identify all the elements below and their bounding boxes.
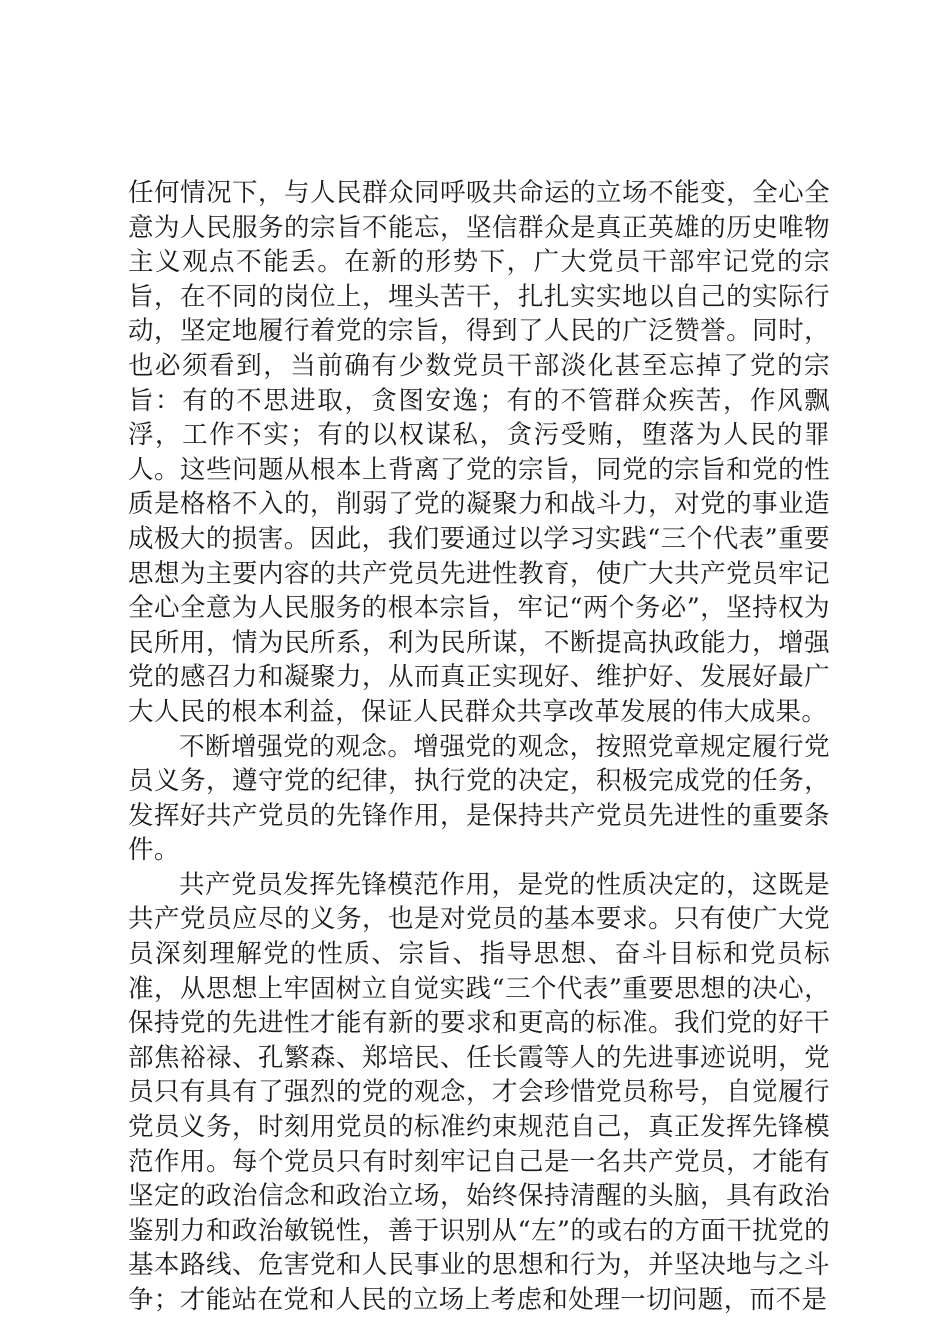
paragraph-vanguard-role: 共产党员发挥先锋模范作用，是党的性质决定的，这既是共产党员应尽的义务，也是对党员的基本要求。只有使广大党员深刻理解党的性质、宗旨、指导思想、奋斗目标和党员标准，从思想上牢固树立自觉实践“三个代表”重要思想的决心，保持党的先进性才能有新的要求和更高的标准。我们党的好干部焦裕禄、孔繁森、郑培民、任长霞等人的先进事迹说明，党员只有具有了强烈的党的观念，才会珍惜党员称号，自觉履行党员义务，时刻用党员的标准约束规范自己，真正发挥先锋模范作用。每个党员只有时刻牢记自己是一名共产党员，才能有坚定的政治信念和政治立场，始终保持清醒的头脑，具有政治鉴别力和政治敏锐性，善于识别从“左”的或右的方面干扰党的基本路线、危害党和人民事业的思想和行为，并坚决地与之斗争；才能站在党和人民的立场上考虑和处理一切问题，而不是 [128,869,830,1315]
paragraph-party-concept: 不断增强党的观念。增强党的观念，按照党章规定履行党员义务，遵守党的纪律，执行党的决定，积极完成党的任务，发挥好共产党员的先锋作用，是保持共产党员先进性的重要条件。 [128,731,830,866]
paragraph-continuation: 任何情况下，与人民群众同呼吸共命运的立场不能变，全心全意为人民服务的宗旨不能忘，坚信群众是真正英雄的历史唯物主义观点不能丢。在新的形势下，广大党员干部牢记党的宗旨，在不同的岗位上，埋头苦干，扎扎实实地以自己的实际行动，坚定地履行着党的宗旨，得到了人民的广泛赞誉。同时，也必须看到，当前确有少数党员干部淡化甚至忘掉了党的宗旨：有的不思进取，贪图安逸；有的不管群众疾苦，作风飘浮，工作不实；有的以权谋私，贪污受贿，堕落为人民的罪人。这些问题从根本上背离了党的宗旨，同党的宗旨和党的性质是格格不入的，削弱了党的凝聚力和战斗力，对党的事业造成极大的损害。因此，我们要通过以学习实践“三个代表”重要思想为主要内容的共产党员先进性教育，使广大共产党员牢记全心全意为人民服务的根本宗旨，牢记“两个务必”，坚持权为民所用，情为民所系，利为民所谋，不断提高执政能力，增强党的感召力和凝聚力，从而真正实现好、维护好、发展好最广大人民的根本利益，保证人民群众共享改革发展的伟大成果。 [128,178,830,727]
document-body [128,176,830,1318]
